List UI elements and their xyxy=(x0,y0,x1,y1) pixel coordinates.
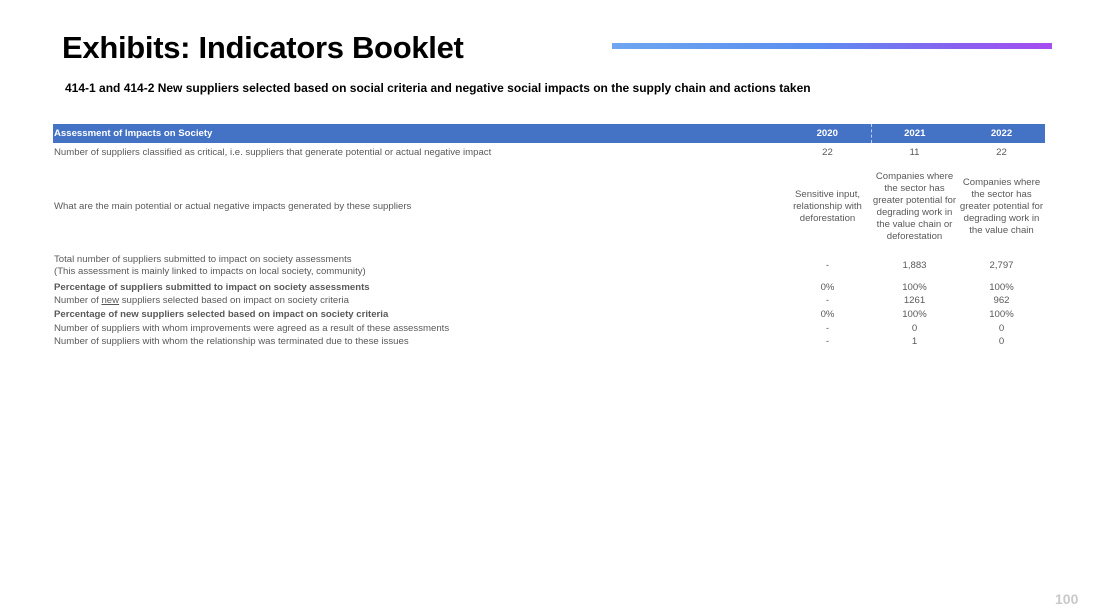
row-label: What are the main potential or actual negative impacts generated by these suppliers xyxy=(54,201,412,212)
table-row xyxy=(53,163,1045,251)
cell-2020: 22 xyxy=(822,147,833,158)
cell-2021: 1,883 xyxy=(902,260,927,271)
page-number: 100 xyxy=(1055,591,1079,607)
row-label: Number of suppliers with whom the relationship was terminated due to these issues xyxy=(54,336,409,348)
cell-2021: 0 xyxy=(911,322,918,334)
cell-2022: 962 xyxy=(993,295,1010,307)
cell-2020: - xyxy=(825,336,830,348)
row-label xyxy=(53,251,784,281)
row-label xyxy=(53,295,784,309)
cell-2020: 0% xyxy=(820,281,835,293)
row-label-suffix: suppliers selected based on impact on society criteria xyxy=(119,295,349,307)
table-row xyxy=(53,322,1045,336)
row-label: Number of suppliers with whom improvements were agreed as a result of these assessments xyxy=(54,322,450,334)
cell-2021: 1261 xyxy=(903,295,926,307)
cell-2020: - xyxy=(825,295,830,307)
row-label-prefix: Number of xyxy=(54,295,102,307)
row-label-underlined: new xyxy=(101,295,120,307)
page-title: Exhibits: Indicators Booklet xyxy=(62,30,464,65)
cell-2022: Companies where the sector has greater potential for degrading work in the value chain xyxy=(959,177,1044,236)
cell-2021: Companies where the sector has greater potential for degrading work in the value chain or deforestation xyxy=(872,171,957,242)
column-header-label: Assessment of Impacts on Society xyxy=(53,124,784,143)
cell-2021: 100% xyxy=(902,281,927,293)
column-header-2021: 2021 xyxy=(871,124,958,143)
table-header-row xyxy=(53,124,1045,143)
cell-2022: 0 xyxy=(998,322,1005,334)
table-row xyxy=(53,308,1045,322)
cell-2022: 2,797 xyxy=(989,260,1014,271)
cell-2020: - xyxy=(825,260,830,271)
table-row xyxy=(53,295,1045,309)
cell-2022: 100% xyxy=(989,281,1014,293)
cell-2021: 11 xyxy=(909,147,920,158)
row-label-line1: Total number of suppliers submitted to impact on society assessments xyxy=(54,254,352,265)
table-row xyxy=(53,335,1045,349)
column-header-2022: 2022 xyxy=(958,124,1045,143)
cell-2022: 0 xyxy=(998,336,1005,348)
page-subtitle: 414-1 and 414-2 New suppliers selected based on social criteria and negative social impacts on the supply chain and actions taken xyxy=(65,81,811,95)
table-row xyxy=(53,281,1045,295)
row-label-line2: (This assessment is mainly linked to impacts on local society, community) xyxy=(54,266,366,277)
cell-2022: 22 xyxy=(996,147,1007,158)
row-label: Percentage of new suppliers selected based on impact on society criteria xyxy=(54,308,389,320)
cell-2020: 0% xyxy=(820,308,835,320)
cell-2021: 100% xyxy=(902,308,927,320)
cell-2022: 100% xyxy=(989,308,1014,320)
row-label: Number of suppliers classified as critical, i.e. suppliers that generate potential or actual negative impact xyxy=(54,147,492,158)
table-row xyxy=(53,143,1045,163)
column-header-2020: 2020 xyxy=(784,124,871,143)
row-label: Percentage of suppliers submitted to impact on society assessments xyxy=(54,281,370,293)
cell-2020: Sensitive input, relationship with deforestation xyxy=(793,189,862,224)
cell-2020: - xyxy=(825,322,830,334)
cell-2021: 1 xyxy=(911,336,918,348)
accent-bar xyxy=(612,43,1052,49)
table-row xyxy=(53,251,1045,281)
impacts-table xyxy=(53,124,1045,349)
